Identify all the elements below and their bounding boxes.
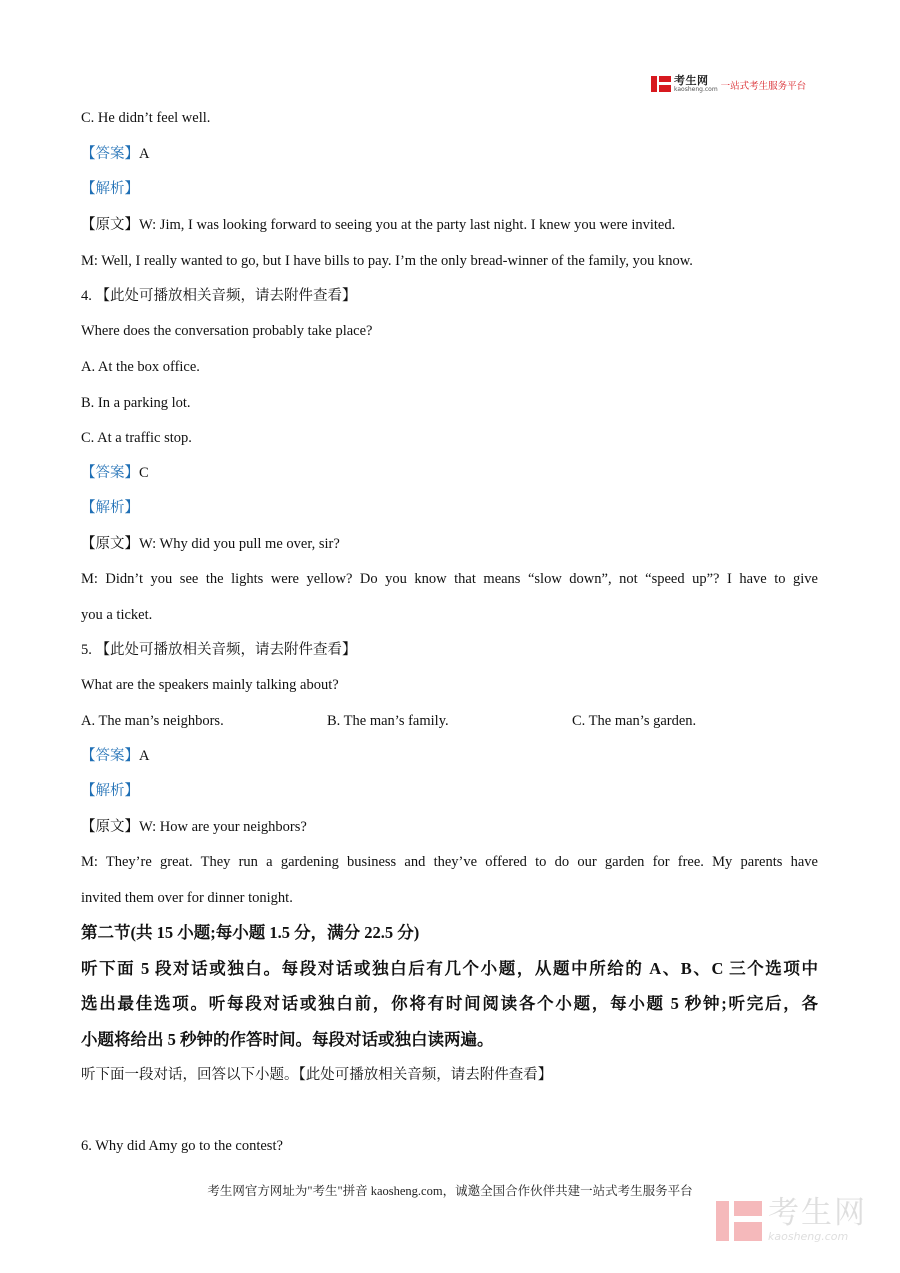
original-tag: 【原文】 — [81, 217, 139, 233]
q4-original-m-line2: you a ticket. — [81, 607, 153, 623]
q5-option-a: A. The man’s neighbors. — [81, 713, 224, 729]
q5-option-c: C. The man’s garden. — [572, 713, 697, 729]
answer-tag: 【答案】 — [81, 465, 139, 481]
section2-instructions-line3: 小题将给出 5 秒钟的作答时间。每段对话或独白读两遍。 — [81, 1030, 494, 1049]
original-text: W: Jim, I was looking forward to seeing you at the party last night. I knew you were invited. — [139, 217, 676, 233]
q3-analysis — [81, 179, 139, 199]
watermark-logo — [716, 1197, 867, 1243]
q4-option-a: A. At the box office. — [81, 359, 200, 375]
watermark-cn: 考生网 — [768, 1195, 867, 1231]
header-logo[interactable] — [651, 72, 806, 96]
analysis-tag: 【解析】 — [81, 500, 139, 516]
q5-analysis — [81, 781, 139, 801]
header-logo-text — [674, 75, 718, 93]
header-slogan: 一站式考生服务平台 — [720, 81, 807, 92]
answer-tag: 【答案】 — [81, 146, 139, 162]
q5-original-m-line1: M: They’re great. They run a gardening business and they’ve offered to do our garden for free. My parents have — [81, 854, 818, 870]
page-footer: 考生网官方网址为"考生"拼音 kaosheng.com，诚邀全国合作伙伴共建一站式考生服务平台 — [207, 1184, 693, 1198]
section2-instructions-line1: 听下面 5 段对话或独白。每段对话或独白后有几个小题，从题中所给的 A、B、C 三个选项中 — [81, 959, 818, 978]
original-tag: 【原文】 — [81, 819, 139, 835]
answer-value: A — [139, 146, 150, 162]
q3-original-m: M: Well, I really wanted to go, but I have bills to pay. I’m the only bread-winner of the family, you know. — [81, 253, 693, 269]
question-number: 5. — [81, 642, 92, 658]
question-number: 4. — [81, 288, 92, 304]
watermark-en: kaosheng.com — [768, 1230, 849, 1243]
watermark-text — [768, 1195, 867, 1243]
q5-header — [81, 640, 357, 660]
answer-value: A — [139, 748, 150, 764]
q6-question: 6. Why did Amy go to the contest? — [81, 1138, 283, 1154]
section2-instructions-line2: 选出最佳选项。听每段对话或独白前，你将有时间阅读各个小题，每小题 5 秒钟;听完后，各 — [81, 994, 818, 1013]
q4-original-m-line1: M: Didn’t you see the lights were yellow? Do you know that means “slow down”, not “speed up”? I have to give — [81, 571, 818, 587]
q4-option-b: B. In a parking lot. — [81, 395, 191, 411]
section2-title: 第二节(共 15 小题;每小题 1.5 分，满分 22.5 分) — [81, 923, 420, 942]
kaosheng-watermark-icon — [716, 1197, 762, 1243]
header-logo-cn: 考生网 — [674, 74, 709, 87]
q4-analysis — [81, 498, 139, 518]
answer-value: C — [139, 465, 149, 481]
q3-option-c: C. He didn’t feel well. — [81, 110, 211, 126]
q5-answer — [81, 746, 149, 766]
q4-header — [81, 286, 357, 306]
audio-note[interactable]: 【此处可播放相关音频，请去附件查看】 — [95, 642, 357, 658]
q5-option-b: B. The man’s family. — [327, 713, 449, 729]
analysis-tag: 【解析】 — [81, 181, 139, 197]
original-text: W: How are your neighbors? — [139, 819, 307, 835]
q5-original-m-line2: invited them over for dinner tonight. — [81, 890, 293, 906]
q4-answer — [81, 463, 149, 483]
q3-original-w — [81, 215, 675, 235]
kaosheng-logo-icon — [651, 74, 671, 94]
q4-question: Where does the conversation probably take place? — [81, 323, 373, 339]
original-tag: 【原文】 — [81, 536, 139, 552]
answer-tag: 【答案】 — [81, 748, 139, 764]
header-logo-en: kaosheng.com — [674, 86, 718, 93]
q5-question: What are the speakers mainly talking about? — [81, 677, 339, 693]
analysis-tag: 【解析】 — [81, 783, 139, 799]
original-text: W: Why did you pull me over, sir? — [139, 536, 340, 552]
q4-original-w — [81, 534, 340, 554]
q4-option-c: C. At a traffic stop. — [81, 430, 192, 446]
audio-note[interactable]: 【此处可播放相关音频，请去附件查看】 — [95, 288, 357, 304]
section2-dialog-note: 听下面一段对话，回答以下小题。【此处可播放相关音频，请去附件查看】 — [81, 1067, 553, 1083]
q5-original-w — [81, 817, 307, 837]
q3-answer — [81, 144, 149, 164]
